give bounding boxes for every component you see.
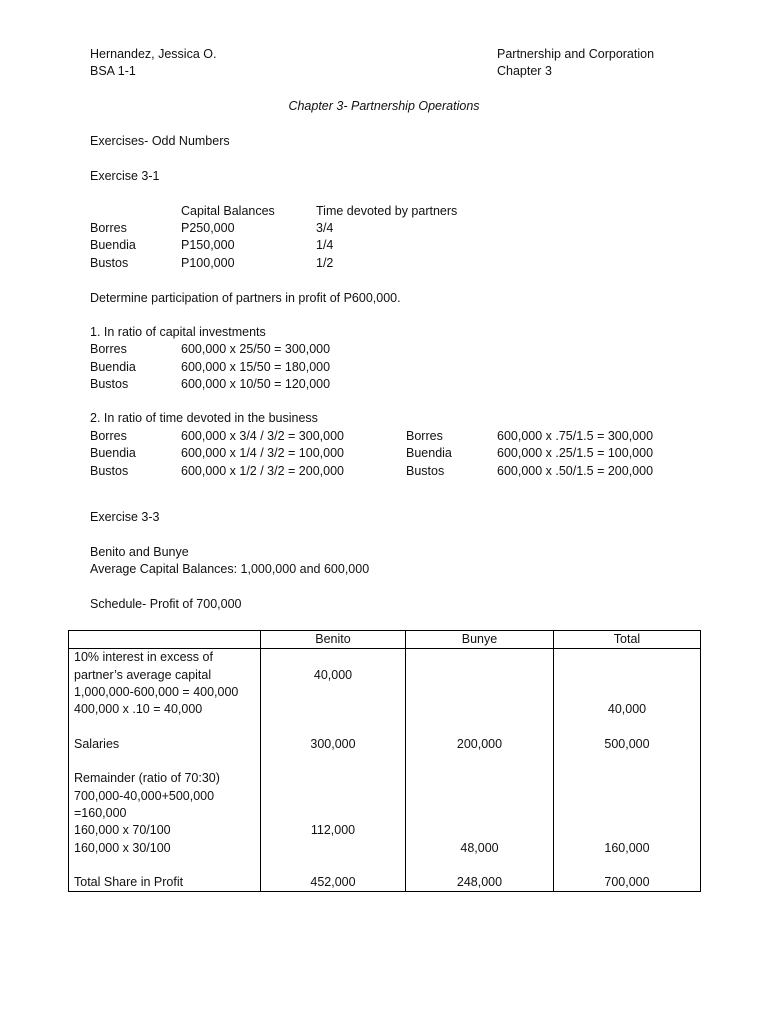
bunye-value xyxy=(406,822,553,839)
benito-value: 40,000 xyxy=(313,667,353,682)
total-value: 40,000 xyxy=(607,702,647,717)
bunye-value xyxy=(406,718,553,735)
bunye-value xyxy=(406,667,553,684)
part2-heading: 2. In ratio of time devoted in the business xyxy=(90,411,318,425)
total-value: 700,000 xyxy=(604,875,650,890)
total-value: 500,000 xyxy=(604,736,650,751)
partner-capital: P100,000 xyxy=(181,256,235,270)
partner-name: Buendia xyxy=(90,238,136,252)
benito-value: 112,000 xyxy=(310,823,356,838)
col-time-devoted: Time devoted by partners xyxy=(316,204,458,218)
description-line: 700,000-40,000+500,000 xyxy=(74,788,215,803)
description-line: Remainder (ratio of 70:30) xyxy=(74,771,220,786)
page-title: Chapter 3- Partnership Operations xyxy=(288,99,480,113)
benito-value xyxy=(261,753,405,770)
header-benito: Benito xyxy=(261,631,406,649)
instruction-text: Determine participation of partners in profit of P600,000. xyxy=(90,291,401,305)
bunye-value: 200,000 xyxy=(456,736,503,751)
description-line xyxy=(74,857,260,874)
part2-partner: Bustos xyxy=(90,464,129,478)
total-value xyxy=(554,805,700,822)
benito-cell xyxy=(261,649,406,892)
table-body-row xyxy=(69,649,701,892)
description-line: 160,000 x 70/100 xyxy=(74,823,171,838)
course-title: Partnership and Corporation xyxy=(497,47,655,61)
bunye-value xyxy=(406,684,553,701)
description-line xyxy=(74,718,260,735)
avg-capital-line: Average Capital Balances: 1,000,000 and 600,000 xyxy=(90,562,370,576)
partner-capital: P250,000 xyxy=(181,221,235,235)
total-value xyxy=(554,788,700,805)
total-value xyxy=(554,857,700,874)
benito-value xyxy=(261,840,405,857)
part2-calc: 600,000 x 1/2 / 3/2 = 200,000 xyxy=(181,464,344,478)
bunye-value xyxy=(406,805,553,822)
benito-value xyxy=(261,684,405,701)
part1-calc: 600,000 x 25/50 = 300,000 xyxy=(181,342,331,356)
total-value xyxy=(554,667,700,684)
header-total: Total xyxy=(554,631,701,649)
part2-calc-alt: 600,000 x .25/1.5 = 100,000 xyxy=(497,446,654,460)
total-value: 160,000 xyxy=(604,840,650,855)
part2-calc-alt: 600,000 x .50/1.5 = 200,000 xyxy=(497,464,654,478)
description-line: 400,000 x .10 = 40,000 xyxy=(74,702,203,717)
description-line: =160,000 xyxy=(74,805,127,820)
part1-calc: 600,000 x 10/50 = 120,000 xyxy=(181,377,331,391)
benito-value xyxy=(261,857,405,874)
benito-value xyxy=(261,770,405,787)
partner-time: 3/4 xyxy=(316,221,334,235)
total-value xyxy=(554,753,700,770)
description-line xyxy=(74,753,260,770)
table-header-row xyxy=(69,631,701,649)
part2-partner-alt: Borres xyxy=(406,429,443,443)
part1-partner: Buendia xyxy=(90,360,136,374)
total-value xyxy=(554,684,700,701)
partner-capital: P150,000 xyxy=(181,238,235,252)
part2-partner: Buendia xyxy=(90,446,136,460)
exercise-3-3-heading: Exercise 3-3 xyxy=(90,510,160,524)
profit-schedule-table xyxy=(68,630,701,892)
benito-value xyxy=(261,805,405,822)
part1-partner: Bustos xyxy=(90,377,129,391)
bunye-value: 248,000 xyxy=(456,875,503,890)
bunye-value xyxy=(406,753,553,770)
part1-calc: 600,000 x 15/50 = 180,000 xyxy=(181,360,331,374)
benito-value xyxy=(261,649,405,666)
total-value xyxy=(554,770,700,787)
benito-value xyxy=(261,718,405,735)
part2-partner-alt: Buendia xyxy=(406,446,452,460)
benito-value xyxy=(261,788,405,805)
total-value xyxy=(554,718,700,735)
partners-line: Benito and Bunye xyxy=(90,545,189,559)
part2-calc-alt: 600,000 x .75/1.5 = 300,000 xyxy=(497,429,654,443)
description-cell xyxy=(69,649,261,892)
partner-time: 1/4 xyxy=(316,238,334,252)
header-cell xyxy=(69,631,261,649)
description-line: 10% interest in excess of xyxy=(74,650,213,665)
chapter-label: Chapter 3 xyxy=(497,64,552,78)
partner-name: Bustos xyxy=(90,256,129,270)
student-section: BSA 1-1 xyxy=(90,64,136,78)
bunye-value: 48,000 xyxy=(460,840,499,855)
description-line: Salaries xyxy=(74,736,120,751)
partner-time: 1/2 xyxy=(316,256,334,270)
bunye-value xyxy=(406,770,553,787)
part2-calc: 600,000 x 1/4 / 3/2 = 100,000 xyxy=(181,446,344,460)
part2-partner: Borres xyxy=(90,429,127,443)
benito-value: 452,000 xyxy=(310,875,356,890)
part1-partner: Borres xyxy=(90,342,127,356)
benito-value: 300,000 xyxy=(310,736,356,751)
col-capital-balances: Capital Balances xyxy=(181,204,275,218)
bunye-value xyxy=(406,701,553,718)
part2-partner-alt: Bustos xyxy=(406,464,445,478)
description-line: 160,000 x 30/100 xyxy=(74,840,171,855)
part2-calc: 600,000 x 3/4 / 3/2 = 300,000 xyxy=(181,429,344,443)
header-bunye: Bunye xyxy=(406,631,554,649)
exercise-3-1-heading: Exercise 3-1 xyxy=(90,169,160,183)
bunye-cell xyxy=(406,649,554,892)
bunye-value xyxy=(406,649,553,666)
exercises-heading: Exercises- Odd Numbers xyxy=(90,134,230,148)
bunye-value xyxy=(406,788,553,805)
total-value xyxy=(554,649,700,666)
description-line: 1,000,000-600,000 = 400,000 xyxy=(74,684,239,699)
description-line: partner’s average capital xyxy=(74,667,212,682)
student-name: Hernandez, Jessica O. xyxy=(90,47,217,61)
bunye-value xyxy=(406,857,553,874)
partner-name: Borres xyxy=(90,221,127,235)
benito-value xyxy=(261,701,405,718)
part1-heading: 1. In ratio of capital investments xyxy=(90,325,266,339)
total-cell xyxy=(554,649,701,892)
schedule-line: Schedule- Profit of 700,000 xyxy=(90,597,242,611)
description-line: Total Share in Profit xyxy=(74,875,184,890)
total-value xyxy=(554,822,700,839)
